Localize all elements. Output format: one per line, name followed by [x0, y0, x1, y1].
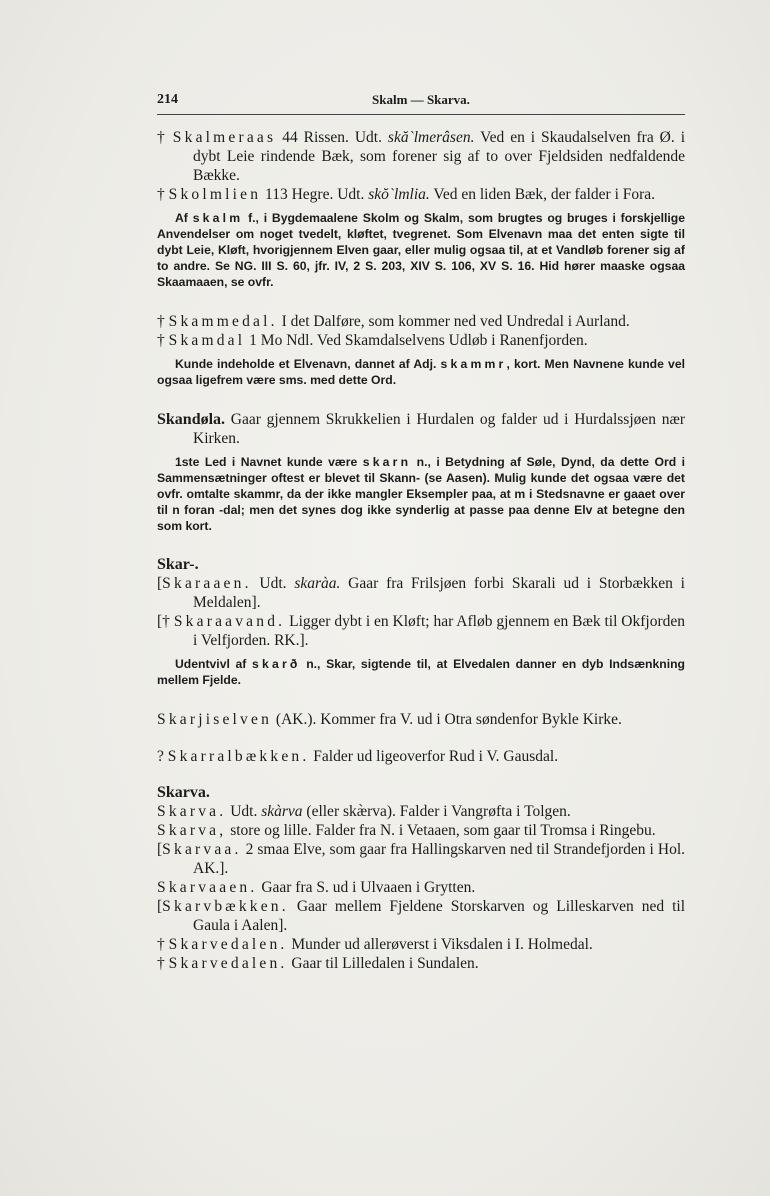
entry-name: Skaraaen.: [162, 575, 252, 592]
entry-name: Skarva,: [157, 822, 227, 839]
entry-mark: [: [157, 575, 163, 592]
entry-text: I det Dalføre, som kommer ned ved Undredal i Aurland.: [277, 313, 630, 330]
entry-rest: Ved en liden Bæk, der falder i Fora.: [429, 186, 656, 203]
entry-name: Skarva.: [157, 803, 227, 820]
entry-name: Skamdal: [168, 332, 246, 349]
entry-pronunciation: skàrva: [261, 803, 303, 820]
entry: [157, 312, 685, 331]
entry: [157, 935, 685, 954]
entry-mark: ?: [157, 748, 168, 765]
page-number: 214: [157, 92, 178, 107]
entry-name: Skolmlien: [168, 186, 262, 203]
entry-name: Skarvedalen.: [168, 936, 288, 953]
entry-name: Skalmeraas: [172, 129, 277, 146]
entry: [157, 878, 685, 897]
entry-name: Skarjiselven: [157, 711, 273, 728]
note-word: skammr: [440, 357, 507, 371]
section-head: Skarva.: [157, 784, 210, 801]
note-word: skalm: [192, 211, 244, 225]
spacer: [157, 766, 685, 784]
section-heading: [157, 784, 685, 802]
entry-pronunciation: skă`lmerâsen.: [387, 129, 475, 146]
entry-mark: †: [157, 313, 169, 330]
spacer: [157, 392, 685, 410]
entry-text: (AK.). Kommer fra V. ud i Otra søndenfor Bykle Kirke.: [272, 711, 622, 728]
note: [157, 656, 685, 688]
entry: [157, 821, 685, 840]
entry-name: Skarralbækken.: [167, 748, 310, 765]
note-word: skarð: [252, 657, 301, 671]
entry-text: 44 Rissen. Udt.: [276, 129, 388, 146]
entry-mark: †: [157, 332, 169, 349]
entry-text: 1 Mo Ndl. Ved Skamdalselvens Udløb i Ranenfjorden.: [245, 332, 588, 349]
note: [157, 210, 685, 290]
entry-text: Udt.: [251, 575, 295, 592]
entry: [157, 410, 685, 448]
note-text: n., Skar, sigtende til, at Elvedalen danner en dyb Indsænkning mellem Fjelde.: [157, 657, 685, 687]
spacer: [157, 692, 685, 710]
note-lead: 1ste Led i Navnet kunde være: [175, 455, 363, 469]
entry-pronunciation: skŏ`lmlia.: [368, 186, 430, 203]
section-heading: [157, 556, 685, 574]
note-text: n., i Betydning af Søle, Dynd, da dette Ord i Sammensætninger oftest er blevet til Skann- (se Aasen). Mulig kunde det ogsaa være det ovfr. omtalte skammr, da der ikke mangler Eksempler paa, at m i Stedsnavne er gaaet over til n foran -dal; men det synes dog ikke synderlig at passe paa denne Elv at betegne den som kort.: [157, 455, 685, 533]
page-header: [157, 90, 685, 115]
entry-mark: †: [157, 186, 169, 203]
entry-mark: †: [157, 129, 173, 146]
entry: [157, 574, 685, 612]
entry: [157, 612, 685, 650]
note-lead: Udentvivl af: [175, 657, 253, 671]
entry-name: Skarvbækken.: [162, 898, 289, 915]
entry-text: Udt.: [226, 803, 262, 820]
entry-pronunciation: skaràa.: [294, 575, 341, 592]
entry-mark: †: [157, 955, 169, 972]
note-text: f., i Bygdemaalene Skolm og Skalm, som brugtes og bruges i forskjellige Anvendelser om noget tvedelt, kløftet, tvegrenet. Som Elvenavn maa det enten sigte til dybt Leie, Kløft, hvorigjennem Elven gaar, eller mulig ogsaa til, at et Vandløb forener sig af to andre. Se NG. III S. 60, jfr. IV, 2 S. 203, XIV S. 106, XV S. 16. Hid hører maaske ogsaa Skaamaaen, se ovfr.: [157, 211, 686, 289]
entry-text: 113 Hegre. Udt.: [261, 186, 369, 203]
section-head: Skandøla.: [157, 411, 226, 428]
page-body: [157, 128, 685, 973]
entry: [157, 954, 685, 973]
entry: [157, 840, 685, 878]
spacer: [157, 729, 685, 747]
entry-mark: [: [157, 841, 163, 858]
entry-text: store og lille. Falder fra N. i Vetaaen, som gaar til Tromsa i Ringebu.: [226, 822, 656, 839]
note-word: skarn: [362, 455, 412, 469]
entry-text: 2 smaa Elve, som gaar fra Hallingskarven ned til Strandefjorden i Hol. AK.].: [193, 841, 685, 877]
spacer: [157, 538, 685, 556]
spacer: [157, 294, 685, 312]
entry-text: Gaar fra S. ud i Ulvaaen i Grytten.: [257, 879, 476, 896]
entry-name: Skarvedalen.: [168, 955, 288, 972]
entry-rest: Ved en i Skaudalselven fra Ø. i dybt Leie rindende Bæk, som forener sig af to over Fjeldsiden nedfaldende Bække.: [193, 129, 686, 184]
entry-text: Gaar gjennem Skrukkelien i Hurdalen og falder ud i Hurdalssjøen nær Kirken.: [193, 411, 685, 447]
entry: [157, 897, 685, 935]
entry-text: Ligger dybt i en Kløft; har Afløb gjennem en Bæk til Okfjorden i Velfjorden. RK.].: [193, 613, 685, 649]
entry-text: Gaar til Lilledalen i Sundalen.: [287, 955, 479, 972]
note-lead: Kunde indeholde et Elvenavn, dannet af Adj.: [175, 357, 441, 371]
entry-text: Falder ud ligeoverfor Rud i V. Gausdal.: [309, 748, 559, 765]
note-text: , kort. Men Navnene kunde vel ogsaa ligefrem være sms. med dette Ord.: [157, 357, 685, 387]
entry: [157, 747, 685, 766]
entry: [157, 802, 685, 821]
note: [157, 356, 685, 388]
entry-rest: Gaar fra Frilsjøen forbi Skarali ud i Storbækken i Meldalen].: [193, 575, 685, 611]
entry-mark: †: [157, 936, 169, 953]
entry: [157, 128, 685, 185]
entry-name: Skarvaa.: [162, 841, 242, 858]
entry-mark: [†: [157, 613, 174, 630]
entry-rest: (eller skæ̀rva). Falder i Vangrøfta i Tolgen.: [302, 803, 571, 820]
note-lead: Af: [175, 211, 193, 225]
note: [157, 454, 685, 534]
entry-name: Skarvaaen.: [157, 879, 258, 896]
entry-name: Skaraavand.: [173, 613, 286, 630]
entry-name: Skammedal.: [168, 313, 278, 330]
entry-mark: [: [157, 898, 163, 915]
entry: [157, 331, 685, 350]
entry-text: Munder ud allerøverst i Viksdalen i I. Holmedal.: [287, 936, 593, 953]
running-title: Skalm — Skarva.: [372, 92, 470, 107]
entry: [157, 185, 685, 204]
entry: [157, 710, 685, 729]
section-head: Skar-.: [157, 556, 199, 573]
entry-text: Gaar mellem Fjeldene Storskarven og Lilleskarven ned til Gaula i Aalen].: [193, 898, 685, 934]
